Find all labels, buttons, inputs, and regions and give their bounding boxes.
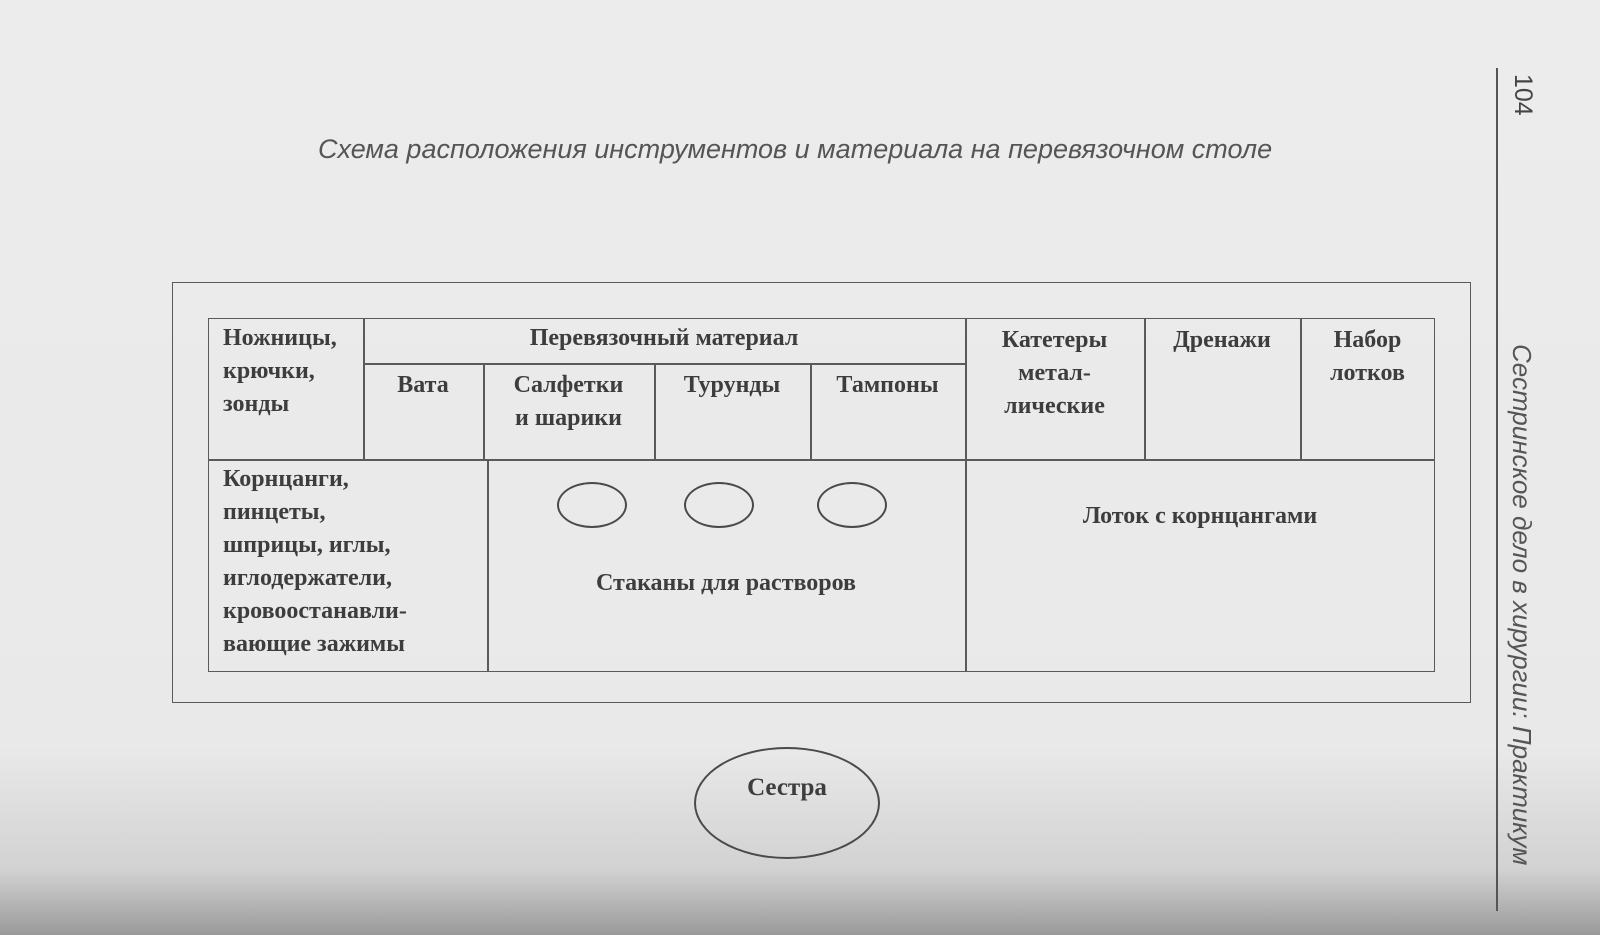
cell-forceps: Корнцанги, пинцеты, шприцы, иглы, иглодержатели, кровоостанавли- вающие зажимы [223,466,407,657]
cell-turundas: Турунды [683,372,781,398]
col-divider [487,459,489,672]
nurse-label: Сестра [747,774,827,801]
cell-tampons: Тампоны [836,372,939,398]
cell-napkins: Салфетки и шарики [513,372,624,431]
page-number: 104 [1509,74,1537,116]
solution-cup [557,482,627,528]
tray-forceps-label: Лоток с корнцангами [1082,503,1318,529]
nurse-position-oval [694,747,880,859]
solution-cup [684,482,754,528]
running-title: Сестринское дело в хирургии: Практикум [1507,344,1537,866]
cell-catheters: Катетеры метал- лические [1001,327,1108,419]
dressing-material-header: Перевязочный материал [529,325,799,351]
cell-drains: Дренажи [1173,327,1271,353]
row-divider [208,459,1435,461]
cell-scissors: Ножницы, крючки, зонды [223,325,337,417]
solution-cup [817,482,887,528]
cell-cotton: Вата [397,372,449,398]
cups-label: Стаканы для растворов [595,570,856,596]
dressing-subheader-line [363,363,965,365]
margin-rule [1496,68,1498,911]
figure-caption: Схема расположения инструментов и материала на перевязочном столе [318,134,1273,164]
cell-tray-set: Набор лотков [1330,327,1405,386]
